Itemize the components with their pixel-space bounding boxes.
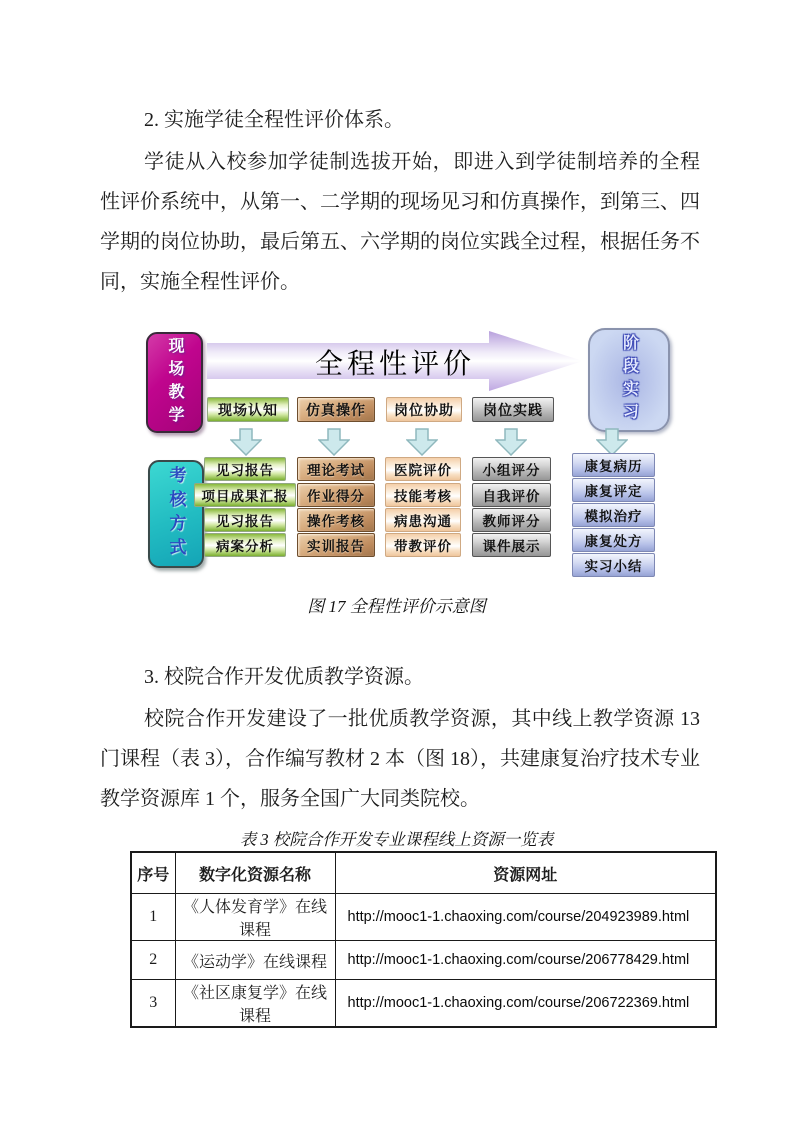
assessment-item: 项目成果汇报 (194, 483, 296, 507)
assessment-item: 教师评分 (472, 508, 551, 532)
assessment-methods-label: 考核方式 (166, 466, 186, 562)
assessment-item: 小组评分 (472, 457, 551, 481)
assessment-item: 病患沟通 (385, 508, 461, 532)
assessment-item: 技能考核 (385, 483, 461, 507)
internship-item: 模拟治疗 (572, 503, 655, 527)
table-caption: 表 3 校院合作开发专业课程线上资源一览表 (239, 830, 554, 849)
evaluation-diagram (145, 326, 675, 581)
assessment-item: 课件展示 (472, 533, 551, 557)
stage-bar: 岗位实践 (472, 397, 554, 422)
down-arrow-icon (318, 428, 350, 456)
internship-item: 实习小结 (572, 553, 655, 577)
header-url: 资源网址 (335, 852, 716, 894)
figure-caption: 图 17 全程性评价示意图 (307, 597, 486, 616)
cell-url: http://mooc1-1.chaoxing.com/course/206722369.html (335, 980, 716, 1028)
assessment-item: 带教评价 (385, 533, 461, 557)
onsite-teaching-box (146, 332, 203, 433)
cell-url: http://mooc1-1.chaoxing.com/course/204923989.html (335, 894, 716, 941)
section-3-heading: 3. 校院合作开发优质教学资源。 (144, 666, 424, 688)
assessment-item: 实训报告 (297, 533, 375, 557)
assessment-item: 自我评价 (472, 483, 551, 507)
assessment-item: 理论考试 (297, 457, 375, 481)
down-arrow-icon (596, 428, 628, 456)
assessment-item: 见习报告 (204, 457, 286, 481)
header-name: 数字化资源名称 (175, 852, 335, 894)
cell-no: 2 (131, 941, 175, 980)
onsite-teaching-label: 现场教学 (166, 336, 183, 429)
process-arrow-label: 全程性评价 (314, 349, 475, 380)
stage-bar: 现场认知 (207, 397, 289, 422)
down-arrow-icon (406, 428, 438, 456)
assessment-item: 见习报告 (204, 508, 286, 532)
cell-no: 1 (131, 894, 175, 941)
table-row (131, 894, 716, 941)
internship-item: 康复评定 (572, 478, 655, 502)
stage-bar: 仿真操作 (297, 397, 375, 422)
down-arrow-icon (495, 428, 527, 456)
cell-name: 《运动学》在线课程 (175, 941, 335, 980)
cell-no: 3 (131, 980, 175, 1028)
paragraph-resources: 校院合作开发建设了一批优质教学资源，其中线上教学资源 13 门课程（表 3），合作编写教材 2 本（图 18），共建康复治疗技术专业教学资源库 1 个，服务全国广大同类院校。 (100, 708, 700, 810)
online-resources-table (130, 851, 717, 1028)
table-row (131, 941, 716, 980)
down-arrow-icon (230, 428, 262, 456)
stage-practice-label: 阶段实习 (620, 334, 638, 426)
header-no: 序号 (131, 852, 175, 894)
assessment-methods-box (148, 460, 204, 568)
cell-name: 《社区康复学》在线课程 (175, 980, 335, 1028)
cell-name: 《人体发育学》在线课程 (175, 894, 335, 941)
cell-url: http://mooc1-1.chaoxing.com/course/206778429.html (335, 941, 716, 980)
internship-item: 康复处方 (572, 528, 655, 552)
assessment-item: 作业得分 (297, 483, 375, 507)
section-2-heading: 2. 实施学徒全程性评价体系。 (144, 109, 404, 131)
assessment-item: 病案分析 (204, 533, 286, 557)
assessment-item: 操作考核 (297, 508, 375, 532)
paragraph-evaluation: 学徒从入校参加学徒制选拔开始，即进入到学徒制培养的全程性评价系统中，从第一、二学期的现场见习和仿真操作，到第三、四学期的岗位协助，最后第五、六学期的岗位实践全过程，根据任务不同，实施全程性评价。 (100, 151, 700, 293)
internship-item: 康复病历 (572, 453, 655, 477)
table-header-row (131, 852, 716, 894)
table-row (131, 980, 716, 1028)
assessment-item: 医院评价 (385, 457, 461, 481)
stage-practice-box (588, 328, 670, 432)
stage-bar: 岗位协助 (386, 397, 462, 422)
